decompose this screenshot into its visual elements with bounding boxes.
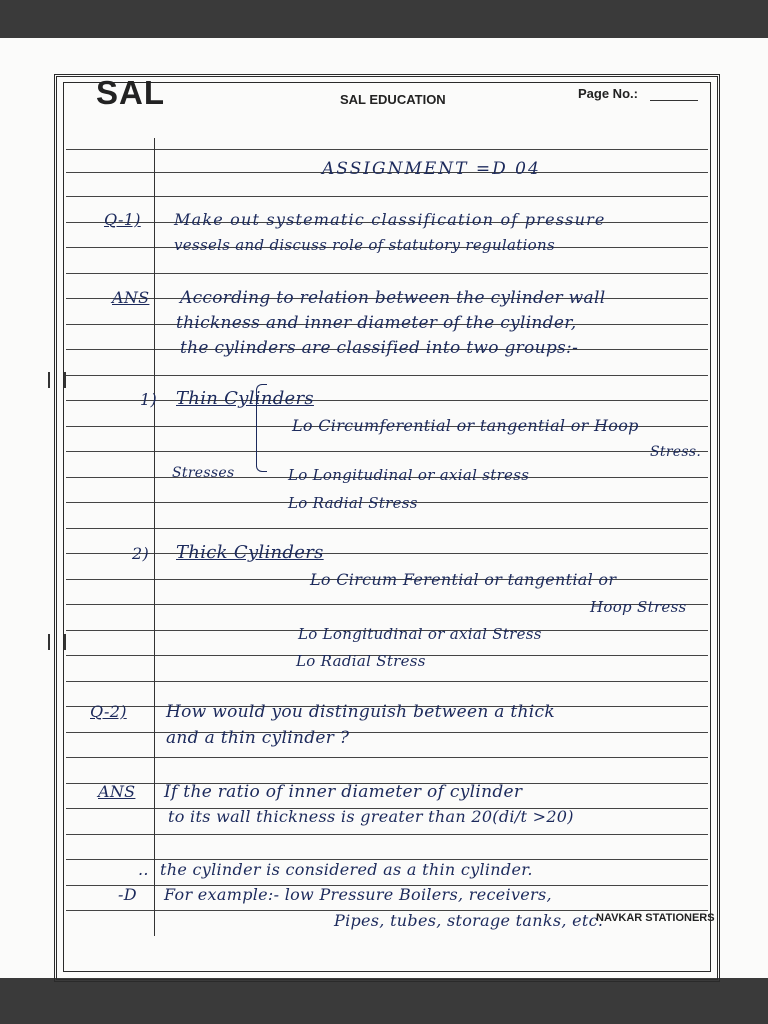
answer-1-line: According to relation between the cylinder wall <box>180 288 606 308</box>
stress-item: Lo Circum Ferential or tangential or <box>310 570 617 589</box>
stress-item-continued: Stress. <box>650 444 702 460</box>
binding-mark <box>48 372 66 388</box>
answer-2-line: If the ratio of inner diameter of cylinder <box>164 782 523 802</box>
answer-2-line: For example:- low Pressure Boilers, receivers, <box>164 885 552 904</box>
answer-1-label: ANS <box>112 288 150 307</box>
ruled-line <box>66 196 708 197</box>
answer-1-line: thickness and inner diameter of the cylinder, <box>176 313 577 333</box>
answer-2-marker: .. <box>138 860 149 879</box>
question-2-line: and a thin cylinder ? <box>166 728 350 748</box>
page-number-blank <box>650 100 698 101</box>
answer-2-line: the cylinder is considered as a thin cylinder. <box>160 860 533 879</box>
stress-item: Lo Longitudinal or axial stress <box>288 466 530 484</box>
ruled-line <box>66 834 708 835</box>
page-number-label: Page No.: <box>578 86 638 101</box>
assignment-title: ASSIGNMENT =D 04 <box>322 159 541 179</box>
ruled-line <box>66 757 708 758</box>
ruled-line <box>66 149 708 150</box>
question-1-line: vessels and discuss role of statutory regulations <box>174 236 555 254</box>
ruled-line <box>66 451 708 452</box>
binding-mark <box>48 634 66 650</box>
answer-1-line: the cylinders are classified into two groups:- <box>180 338 579 358</box>
stress-item: Lo Circumferential or tangential or Hoop <box>292 416 639 435</box>
ruled-line <box>66 553 708 554</box>
answer-2-line: to its wall thickness is greater than 20(di/t >20) <box>168 807 574 826</box>
stress-item: Lo Longitudinal or axial Stress <box>298 625 542 643</box>
ruled-line <box>66 732 708 733</box>
thick-cylinders-heading: Thick Cylinders <box>176 542 324 563</box>
question-1-label: Q-1) <box>104 210 141 229</box>
brand-name: SAL EDUCATION <box>340 92 446 107</box>
question-2-label: Q-2) <box>90 702 127 721</box>
ruled-line <box>66 375 708 376</box>
ruled-line <box>66 273 708 274</box>
stress-brace <box>256 384 267 472</box>
ruled-line <box>66 528 708 529</box>
answer-2-label: ANS <box>98 782 136 801</box>
answer-2-marker: -D <box>118 885 137 904</box>
stress-item-continued: Hoop Stress <box>590 598 687 616</box>
ruled-line <box>66 400 708 401</box>
stationer-name: NAVKAR STATIONERS <box>596 912 715 924</box>
answer-2-line: Pipes, tubes, storage tanks, etc. <box>334 911 604 930</box>
margin-line <box>154 138 155 936</box>
ruled-line <box>66 681 708 682</box>
stress-item: Lo Radial Stress <box>296 652 426 670</box>
question-1-line: Make out systematic classification of pressure <box>174 210 606 229</box>
thin-cylinders-heading: Thin Cylinders <box>176 388 314 409</box>
list-number: 2) <box>132 544 150 563</box>
sal-logo: SAL <box>96 74 165 111</box>
stresses-label: Stresses <box>172 465 235 481</box>
stress-item: Lo Radial Stress <box>288 494 418 512</box>
list-number: 1) <box>140 390 158 409</box>
question-2-line: How would you distinguish between a thick <box>166 702 555 722</box>
